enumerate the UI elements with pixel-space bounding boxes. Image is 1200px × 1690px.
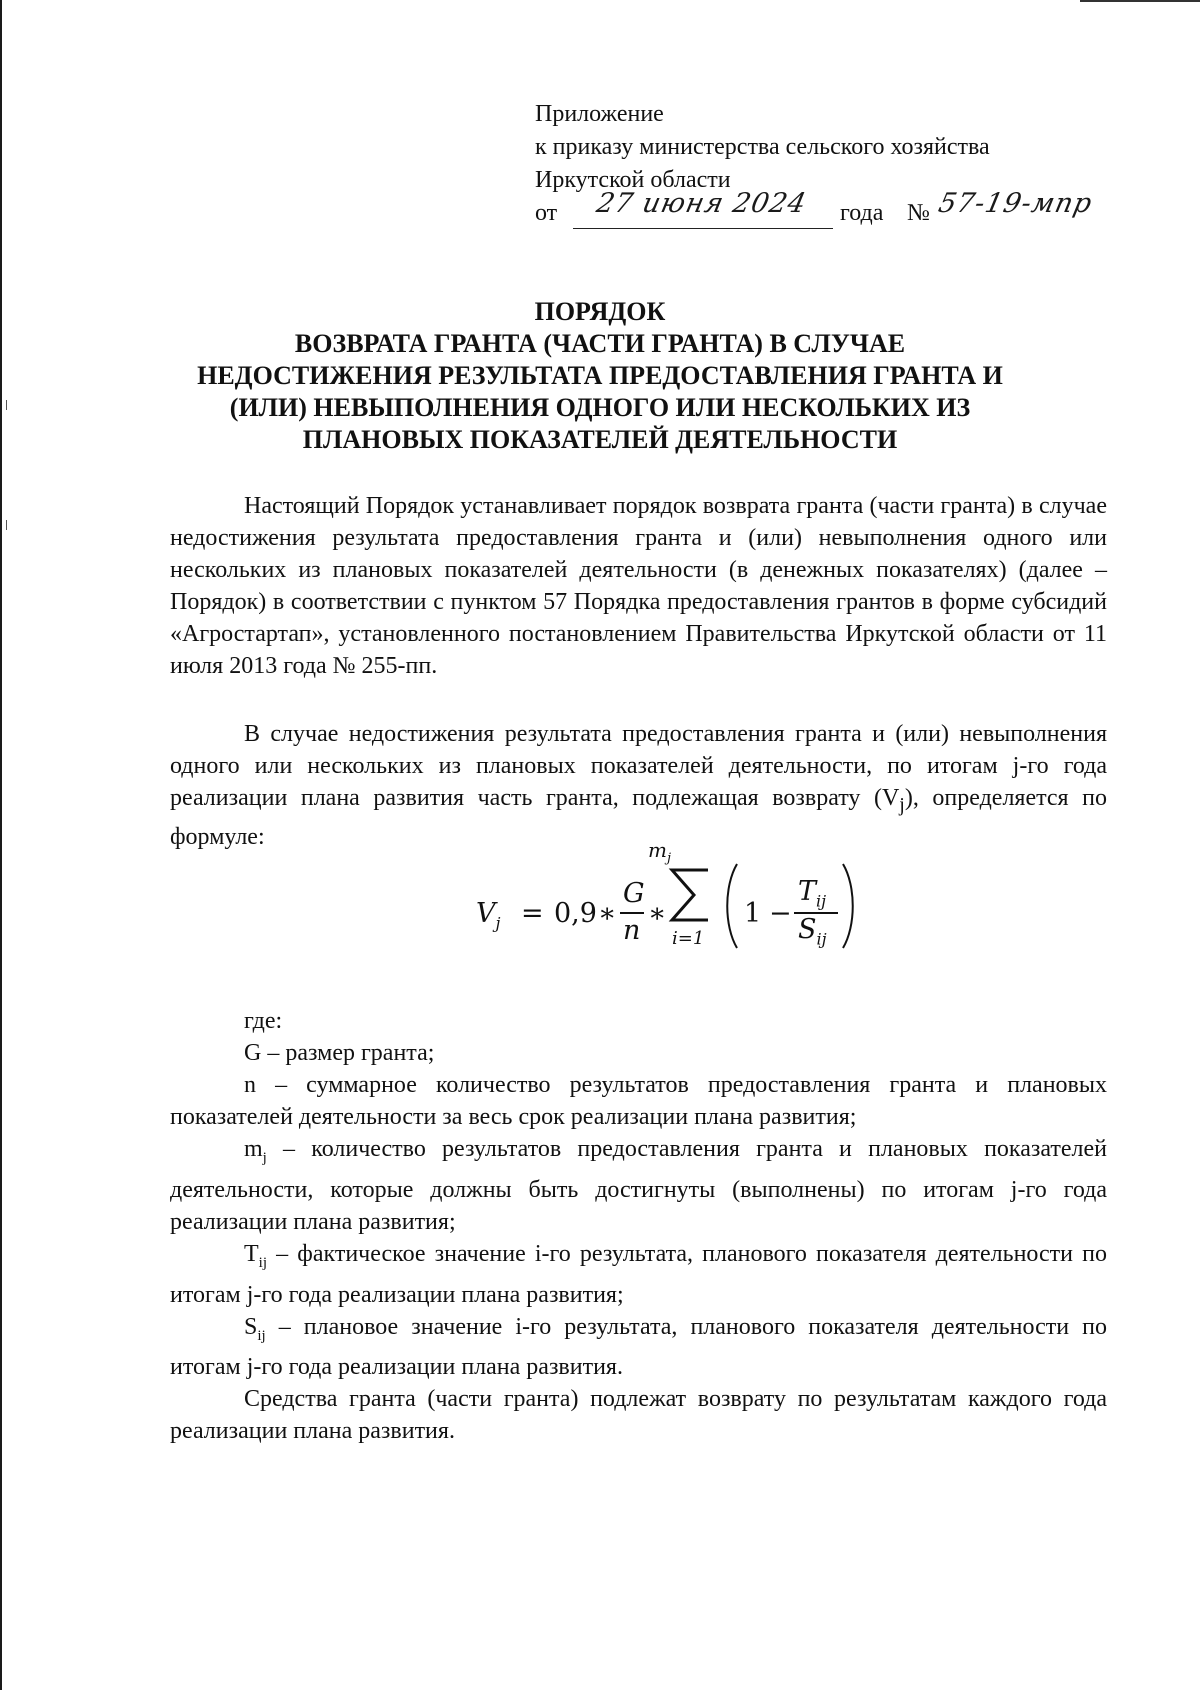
definitions-section bbox=[170, 1005, 1107, 1447]
formula-lead-subscript: j bbox=[899, 793, 905, 816]
where-label: где: bbox=[244, 1008, 283, 1034]
formula-denominator-n: n bbox=[623, 915, 641, 946]
definition-m: $m_j$ – количество результатов предоставления гранта и плановых показателей деятельности, которые должны быть достигнуты (выполнены) по итогам j-го года реализации плана развития; bbox=[170, 1136, 1107, 1235]
formula-numerator-T: $T_{ij}$ bbox=[798, 876, 827, 911]
formula-lhs: $V_j$ bbox=[476, 898, 501, 933]
title-line: ПОРЯДОК bbox=[534, 297, 666, 326]
formula-sum-upper: $m_j$ bbox=[648, 838, 671, 866]
appendix-header bbox=[535, 98, 1096, 230]
handwritten-date: 27 июня 2024 bbox=[593, 188, 810, 219]
closing-paragraph: Средства гранта (части гранта) подлежат возврату по результатам каждого года реализации плана развития. bbox=[170, 1386, 1107, 1445]
intro-paragraph: Настоящий Порядок устанавливает порядок возврата гранта (части гранта) в случае недостижения результата предоставления гранта и (или) невыполнения одного или нескольких из плановых показателей деятельности (в денежных показателях) (далее – Порядок) в соответствии с пунктом 57 Порядка предоставления грантов в форме субсидий «Агростартап», установленного постановлением Правительства Иркутской области от 11 июля 2013 года № 255-пп. bbox=[170, 493, 1107, 679]
formula-coefficient: 0,9 bbox=[554, 898, 597, 929]
formula-multiply: ∗ bbox=[598, 898, 617, 929]
from-label: от bbox=[535, 200, 558, 226]
formula-lead-text-end: ), определяется по формуле: bbox=[170, 785, 1107, 850]
scan-left-edge bbox=[0, 0, 2, 1690]
definition-T: $T_{ij}$ – фактическое значение i-го результата, планового показателя деятельности по итогам j-го года реализации плана развития; bbox=[170, 1240, 1107, 1308]
order-date-number-line bbox=[535, 188, 1096, 230]
year-word: года bbox=[840, 200, 884, 226]
definition-G: G – размер гранта; bbox=[244, 1040, 435, 1066]
formula-fraction-bar bbox=[620, 912, 644, 914]
intro-section bbox=[170, 490, 1107, 682]
scan-mark bbox=[6, 400, 7, 410]
formula-denominator-S: $S_{ij}$ bbox=[798, 914, 827, 949]
title-line: НЕДОСТИЖЕНИЯ РЕЗУЛЬТАТА ПРЕДОСТАВЛЕНИЯ ГРАНТА И bbox=[197, 361, 1003, 390]
document-title bbox=[140, 296, 1060, 456]
definition-n: n – суммарное количество результатов предоставления гранта и плановых показателей деятельности за весь срок реализации плана развития; bbox=[170, 1072, 1107, 1130]
title-line: ПЛАНОВЫХ ПОКАЗАТЕЛЕЙ ДЕЯТЕЛЬНОСТИ bbox=[302, 425, 898, 454]
appendix-order-ref: к приказу министерства сельского хозяйства bbox=[535, 134, 990, 160]
formula-multiply: ∗ bbox=[648, 898, 667, 929]
appendix-region: Иркутской области bbox=[535, 167, 731, 193]
title-line: ВОЗВРАТА ГРАНТА (ЧАСТИ ГРАНТА) В СЛУЧАЕ bbox=[294, 329, 906, 358]
formula-lead-section bbox=[170, 718, 1107, 853]
definition-S: $S_{ij}$ – плановое значение i-го результата, планового показателя деятельности по итогам j-го года реализации плана развития. bbox=[170, 1313, 1107, 1381]
formula-one: 1 bbox=[744, 898, 762, 929]
scan-mark bbox=[6, 520, 7, 530]
handwritten-order-number: 57-19-мпр bbox=[935, 188, 1096, 219]
formula-equals: = bbox=[521, 898, 544, 929]
title-line: (ИЛИ) НЕВЫПОЛНЕНИЯ ОДНОГО ИЛИ НЕСКОЛЬКИХ ИЗ bbox=[229, 393, 971, 422]
formula-minus: − bbox=[769, 898, 792, 929]
formula-right-paren bbox=[840, 862, 858, 950]
appendix-title: Приложение bbox=[535, 101, 664, 127]
scan-top-edge bbox=[1080, 0, 1200, 2]
formula-lead-paragraph bbox=[170, 718, 1107, 853]
formula-numerator-G: G bbox=[623, 878, 645, 909]
number-sign: № bbox=[907, 200, 930, 226]
formula-sum-sign bbox=[668, 866, 714, 924]
formula-lead-text: В случае недостижения результата предоставления гранта и (или) невыполнения одного или нескольких из плановых показателей деятельности, по итогам j-го года реализации плана развития часть гранта, подлежащая возврату (V bbox=[170, 721, 1107, 811]
formula-left-paren bbox=[722, 862, 740, 950]
formula-sum-lower: i=1 bbox=[672, 928, 705, 949]
